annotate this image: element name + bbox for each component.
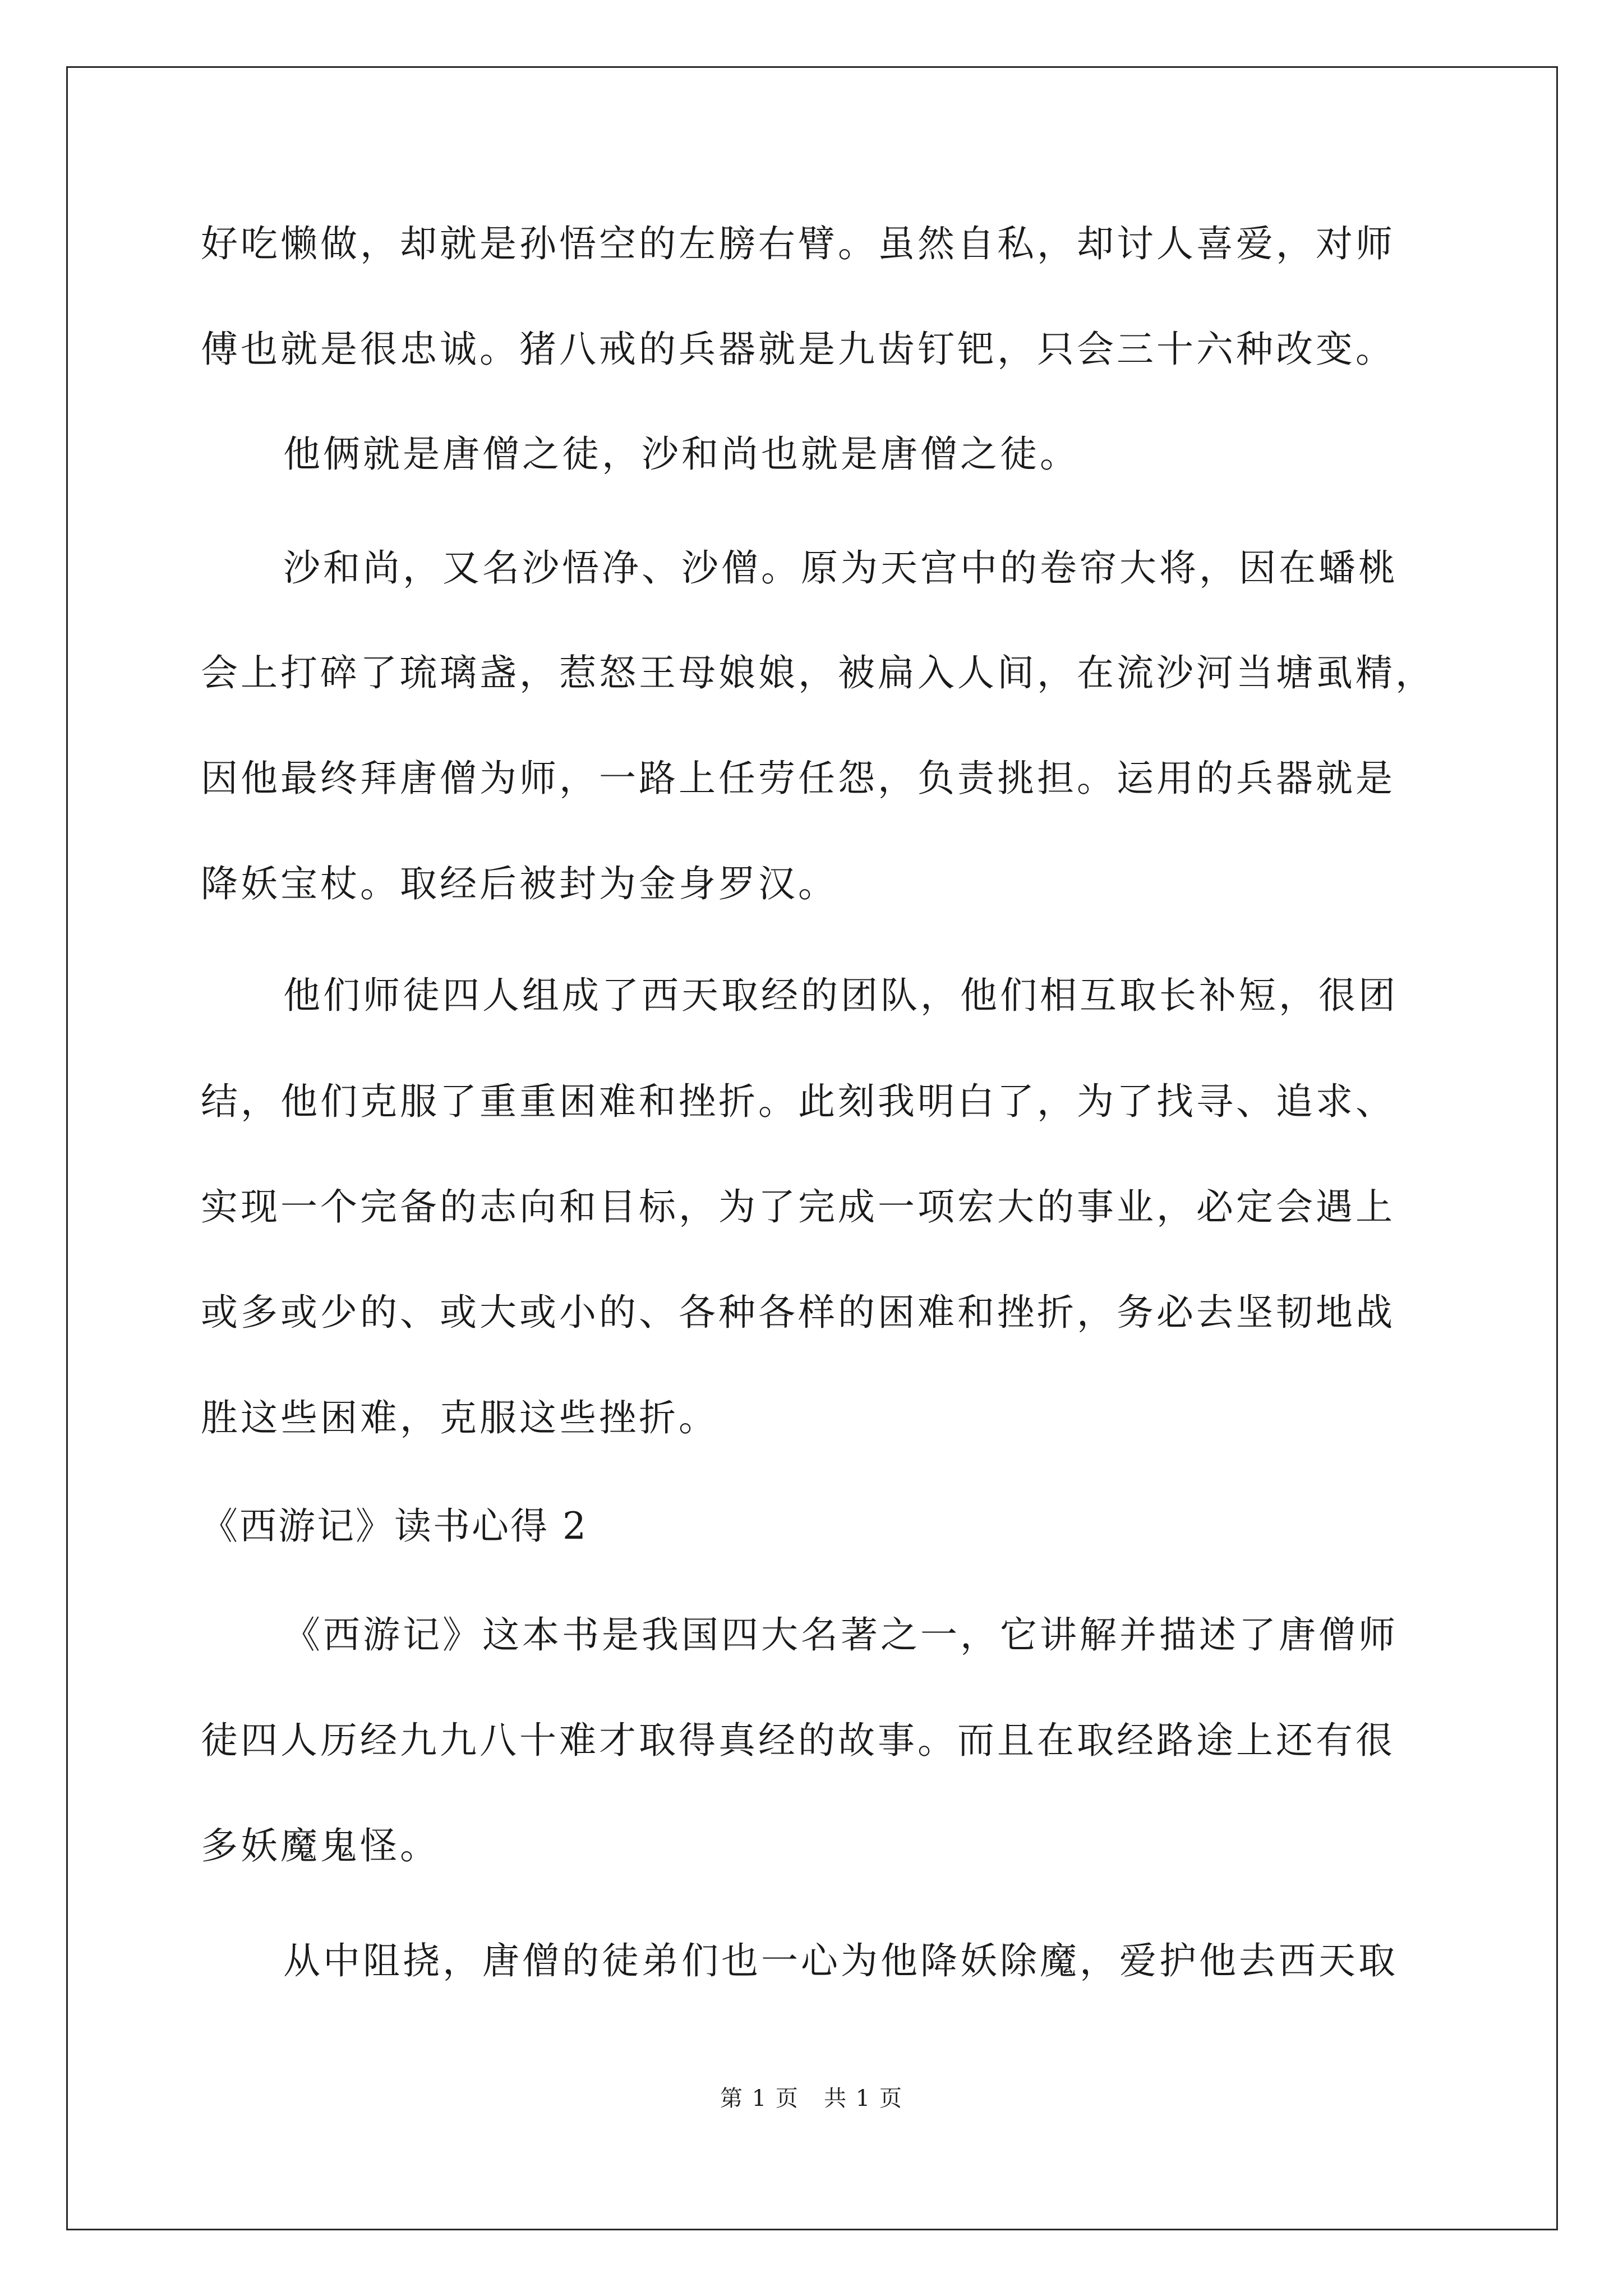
body-text-line: 因他最终拜唐僧为师，一路上任劳任怨，负责挑担。运用的兵器就是 xyxy=(201,757,1395,800)
body-text-line: 从中阻挠，唐僧的徒弟们也一心为他降妖除魔，爱护他去西天取 xyxy=(283,1939,1398,1982)
body-text-line: 或多或少的、或大或小的、各种各样的困难和挫折，务必去坚韧地战 xyxy=(201,1291,1395,1334)
body-text-line: 胜这些困难，克服这些挫折。 xyxy=(201,1396,718,1439)
body-text-line: 结，他们克服了重重困难和挫折。此刻我明白了，为了找寻、追求、 xyxy=(201,1080,1395,1123)
body-text-line: 多妖魔鬼怪。 xyxy=(201,1824,440,1867)
body-text-line: 实现一个完备的志向和目标，为了完成一项宏大的事业，必定会遇上 xyxy=(201,1185,1395,1228)
body-text-line: 徒四人历经九九八十难才取得真经的故事。而且在取经路途上还有很 xyxy=(201,1719,1395,1762)
page-border xyxy=(66,66,1558,2230)
body-text-line: 傅也就是很忠诚。猪八戒的兵器就是九齿钉钯，只会三十六种改变。 xyxy=(201,328,1395,371)
body-text-line: 《西游记》这本书是我国四大名著之一，它讲解并描述了唐僧师 xyxy=(283,1613,1398,1657)
body-text-line: 他们师徒四人组成了西天取经的团队，他们相互取长补短，很团 xyxy=(283,974,1398,1017)
page-number-footer: 第 1 页 共 1 页 xyxy=(720,2086,903,2111)
body-text-line: 降妖宝杖。取经后被封为金身罗汉。 xyxy=(201,862,838,905)
body-text-line: 会上打碎了琉璃盏，惹怒王母娘娘，被扁入人间，在流沙河当塘虱精， xyxy=(201,651,1435,694)
section-heading: 《西游记》读书心得 2 xyxy=(201,1504,588,1548)
body-text-line: 他俩就是唐僧之徒，沙和尚也就是唐僧之徒。 xyxy=(283,432,1080,476)
body-text-line: 沙和尚，又名沙悟净、沙僧。原为天宫中的卷帘大将，因在蟠桃 xyxy=(283,546,1398,590)
body-text-line: 好吃懒做，却就是孙悟空的左膀右臂。虽然自私，却讨人喜爱，对师 xyxy=(201,222,1395,265)
